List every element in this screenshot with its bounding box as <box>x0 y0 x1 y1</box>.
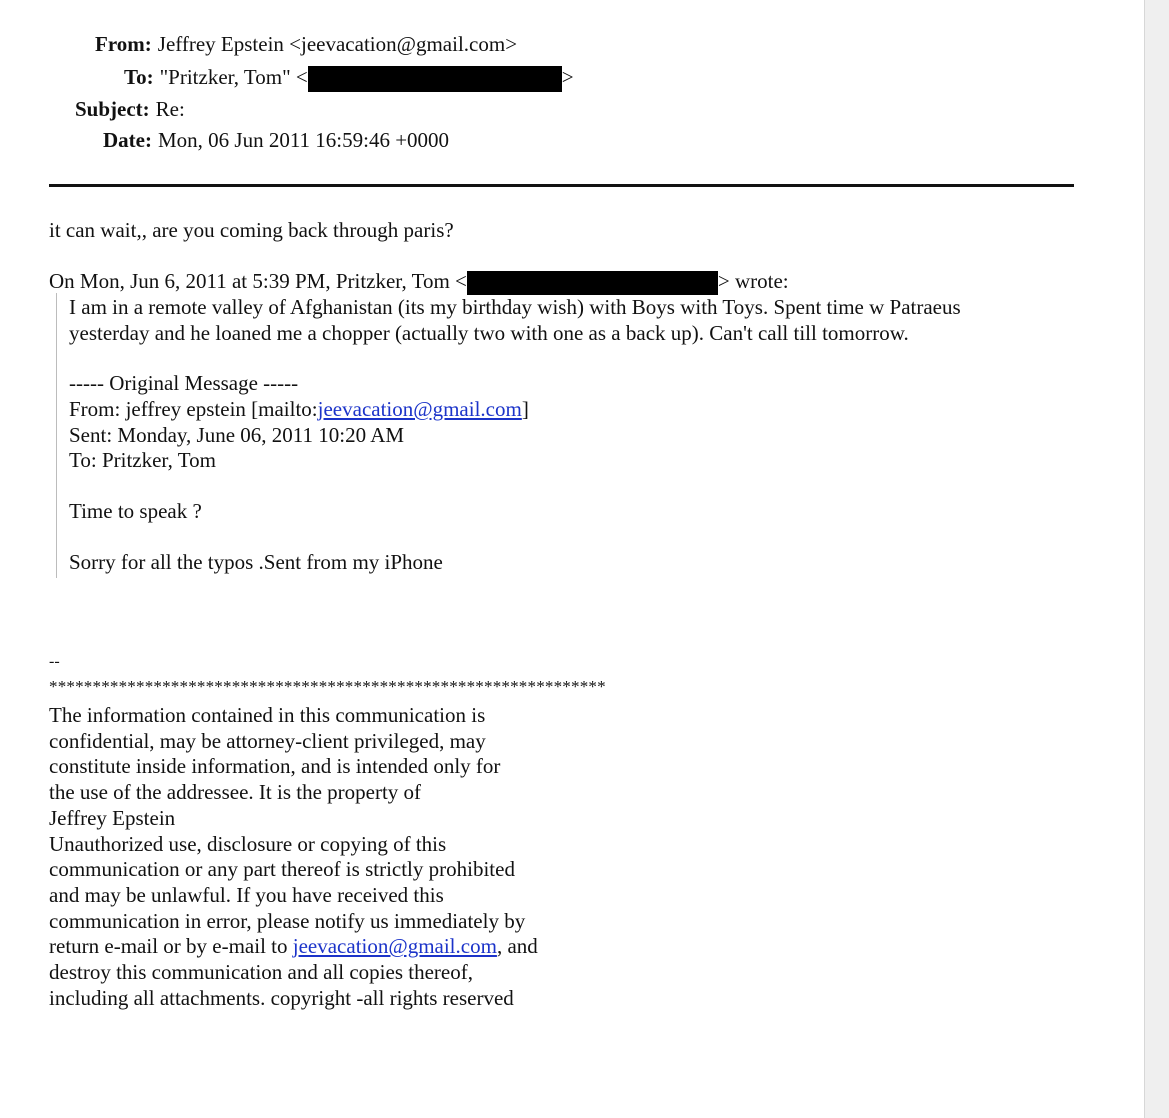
attribution-email-redaction <box>467 271 718 295</box>
original-from-line <box>69 396 529 422</box>
reply-attribution <box>49 268 789 295</box>
disclaimer-line: Unauthorized use, disclosure or copying of this <box>49 831 447 856</box>
header-divider <box>49 184 1074 187</box>
quote-bar <box>56 293 57 578</box>
to-email-redaction <box>308 66 562 92</box>
disclaimer-return-line <box>49 934 538 960</box>
disclaimer-line: constitute inside information, and is intended only for <box>49 754 501 779</box>
original-message-header: ----- Original Message ----- <box>69 371 299 395</box>
header-date-row <box>103 127 449 153</box>
page-edge-margin <box>1144 0 1169 1118</box>
disclaimer-line: The information contained in this communication is <box>49 703 486 727</box>
subject-label: Subject: <box>75 97 150 121</box>
disclaimer-line: and may be unlawful. If you have received this <box>49 882 444 907</box>
original-message-text: Time to speak ? <box>69 499 202 523</box>
header-to-row <box>124 64 574 92</box>
subject-value: Re: <box>155 97 185 121</box>
to-value-suffix: > <box>561 65 574 89</box>
original-to-line: To: Pritzker, Tom <box>69 448 216 472</box>
from-label: From: <box>95 32 152 56</box>
header-from-row <box>95 31 517 57</box>
disclaimer-line: destroy this communication and all copies thereof, <box>49 960 473 985</box>
attribution-prefix: On Mon, Jun 6, 2011 at 5:39 PM, Pritzker, Tom < <box>49 269 467 293</box>
disclaimer-line: the use of the addressee. It is the property of <box>49 780 422 805</box>
orig-from-email-link[interactable]: jeevacation@gmail.com <box>317 397 522 421</box>
orig-from-prefix: From: jeffrey epstein [mailto: <box>69 397 318 421</box>
disclaimer-line: Jeffrey Epstein <box>49 805 176 830</box>
orig-from-suffix: ] <box>521 397 529 421</box>
original-sent-line: Sent: Monday, June 06, 2011 10:20 AM <box>69 423 405 447</box>
to-label: To: <box>124 65 154 89</box>
reply-text: it can wait,, are you coming back through paris? <box>49 218 454 242</box>
to-value-prefix: "Pritzker, Tom" < <box>159 65 308 89</box>
date-label: Date: <box>103 128 152 152</box>
asterisk-separator: **************************************************************** <box>49 677 606 696</box>
disclaimer-line: including all attachments. copyright -all rights reserved <box>49 985 514 1010</box>
disclaimer-line: confidential, may be attorney-client privileged, may <box>49 728 486 753</box>
quote-line-1: I am in a remote valley of Afghanistan (its my birthday wish) with Boys with Toys. Spent time w Patraeus <box>69 295 961 319</box>
disclaimer-line: communication in error, please notify us immediately by <box>49 908 526 933</box>
quote-line-2: yesterday and he loaned me a chopper (actually two with one as a back up). Can't call till tomorrow. <box>69 321 909 345</box>
return-suffix: , and <box>496 934 538 959</box>
return-prefix: return e-mail or by e-mail to <box>49 934 293 959</box>
header-subject-row <box>75 96 185 122</box>
from-value: Jeffrey Epstein <jeevacation@gmail.com> <box>157 32 518 56</box>
disclaimer-email-link[interactable]: jeevacation@gmail.com <box>292 934 497 959</box>
disclaimer-line: communication or any part thereof is strictly prohibited <box>49 857 515 882</box>
confidentiality-disclaimer <box>49 703 538 1011</box>
date-value: Mon, 06 Jun 2011 16:59:46 +0000 <box>157 128 450 152</box>
attribution-suffix: > wrote: <box>717 269 789 293</box>
original-signature: Sorry for all the typos .Sent from my iPhone <box>69 550 443 574</box>
signature-dashes: -- <box>49 653 60 670</box>
